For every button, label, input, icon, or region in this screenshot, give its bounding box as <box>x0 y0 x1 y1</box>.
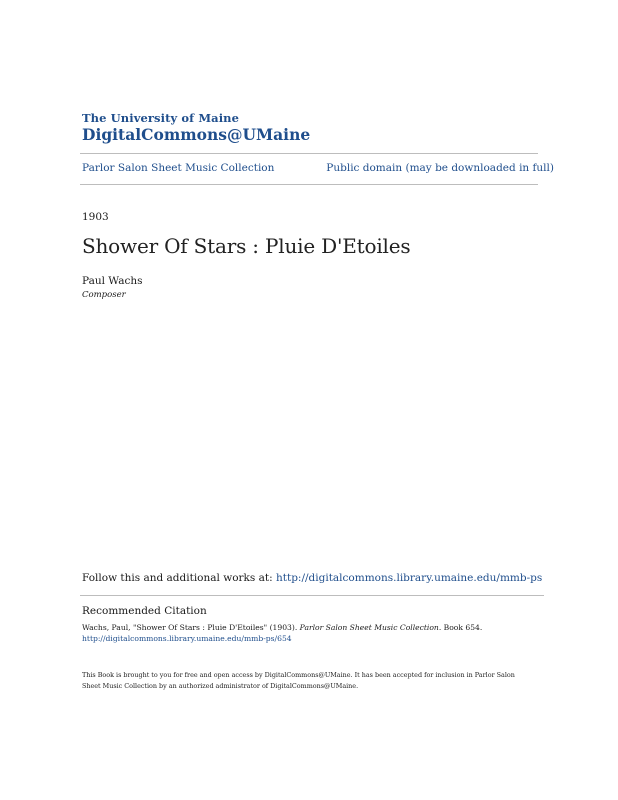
citation-heading: Recommended Citation <box>82 605 207 617</box>
work-title: Shower Of Stars : Pluie D'Etoiles <box>82 234 411 258</box>
repository-name: DigitalCommons@UMaine <box>82 125 311 144</box>
publication-year: 1903 <box>82 211 109 223</box>
institution-name: The University of Maine <box>82 111 240 125</box>
divider-mid <box>80 184 538 185</box>
citation-suffix: . Book 654. <box>438 623 483 632</box>
follow-link[interactable]: http://digitalcommons.library.umaine.edu/mmb-ps <box>276 572 543 584</box>
citation-prefix: Wachs, Paul, "Shower Of Stars : Pluie D'Etoiles" (1903). <box>82 623 300 632</box>
author-name: Paul Wachs <box>82 275 143 287</box>
citation-collection: Parlor Salon Sheet Music Collection <box>299 623 439 632</box>
access-notice: This Book is brought to you for free and open access by DigitalCommons@UMaine. It has been accepted for inclusion in Parlor Salon Sheet Music Collection by an authorized administrator of DigitalCommons@UMaine. <box>82 671 515 690</box>
divider-citation <box>80 595 544 596</box>
rights-link[interactable]: Public domain (may be downloaded in full) <box>326 162 554 174</box>
author-role: Composer <box>82 290 126 300</box>
citation-link[interactable]: http://digitalcommons.library.umaine.edu/mmb-ps/654 <box>82 634 292 643</box>
follow-line <box>82 572 542 584</box>
citation-text <box>82 622 542 644</box>
follow-label: Follow this and additional works at: <box>82 572 276 584</box>
divider-top <box>80 153 538 154</box>
collection-link[interactable]: Parlor Salon Sheet Music Collection <box>82 162 275 174</box>
